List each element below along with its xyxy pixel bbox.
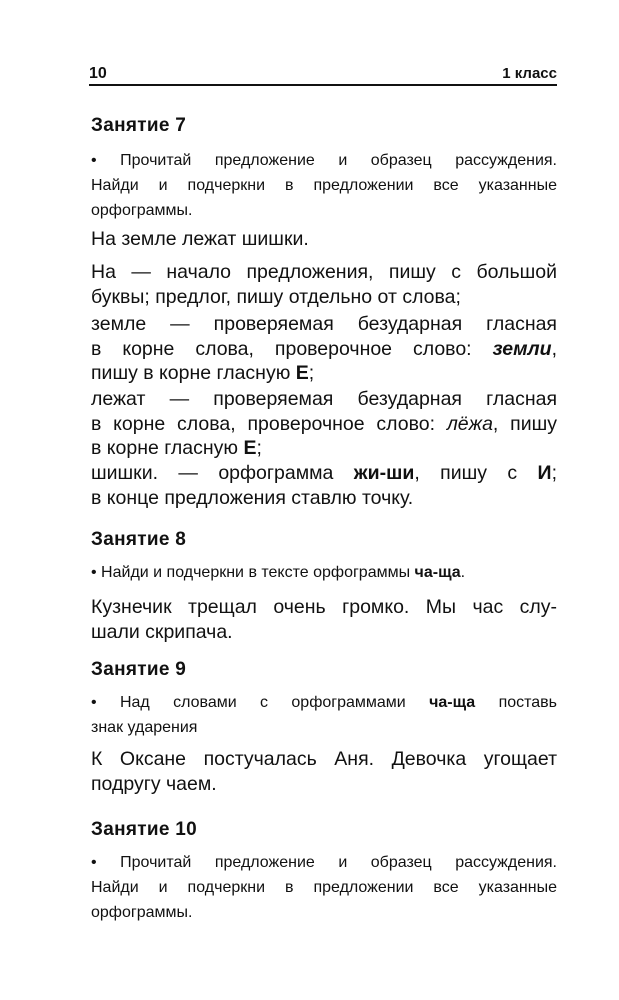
check-word: лёжа: [446, 412, 493, 435]
paragraph-line: шали скрипача.: [91, 620, 233, 643]
text-part: в корне слова, проверочное слово:: [91, 337, 493, 360]
paragraph-line: земле — проверяемая безударная гласная: [91, 313, 557, 335]
lesson-7-shishki-paragraph: [91, 461, 557, 510]
vowel-letter: Е: [243, 437, 257, 459]
paragraph-line: На — начало предложения, пишу с большой: [91, 261, 557, 283]
orthogram: ча-ща: [429, 694, 476, 711]
lesson-7-zemle-paragraph: [91, 312, 557, 386]
task-line: • Прочитай предложение и образец рассуждения.: [91, 854, 557, 871]
paragraph-line: в конце предложения ставлю точку.: [91, 486, 414, 509]
vowel-letter: И: [537, 462, 552, 484]
text-part: , пишу с: [414, 462, 538, 484]
text-part: ,: [551, 337, 557, 360]
lesson-10-title: Занятие 10: [91, 819, 197, 840]
text-part: ;: [256, 437, 262, 459]
lesson-8-text: [91, 595, 557, 644]
grade-label: 1 класс: [502, 65, 557, 82]
text-part: ;: [308, 362, 315, 384]
lesson-7-lezhat-paragraph: [91, 387, 557, 461]
page-header: [89, 62, 557, 86]
text-part: , пишу: [492, 412, 558, 435]
text-part: ;: [551, 462, 557, 484]
orthogram: жи-ши: [353, 462, 415, 484]
task-line: Найди и подчеркни в предложении все указанные: [91, 879, 557, 896]
text-part: .: [460, 564, 466, 581]
paragraph-line: [91, 337, 557, 362]
paragraph-line: лежат — проверяемая безударная гласная: [91, 388, 557, 410]
lesson-9-text: [91, 747, 557, 796]
task-line: знак ударения: [91, 719, 198, 736]
task-line: [91, 690, 557, 715]
lesson-7-na-paragraph: [91, 260, 557, 309]
paragraph-line: [91, 412, 557, 437]
paragraph-line: Кузнечик трещал очень громко. Мы час слу-: [91, 596, 557, 618]
lesson-9-title: Занятие 9: [91, 659, 187, 680]
text-part: в корне гласную: [91, 437, 244, 459]
text-part: • Найди и подчеркни в тексте орфограммы: [91, 564, 415, 581]
lesson-8-task: [91, 560, 557, 585]
text-part: пишу в корне гласную: [91, 362, 296, 384]
paragraph-line: К Оксане постучалась Аня. Девочка угощает: [91, 748, 557, 770]
paragraph-line: [91, 436, 557, 461]
paragraph-line: буквы; предлог, пишу отдельно от слова;: [91, 285, 461, 308]
task-line: орфограммы.: [91, 904, 193, 921]
lesson-10-task: [91, 850, 557, 925]
task-line: орфограммы.: [91, 202, 193, 219]
task-line: Найди и подчеркни в предложении все указанные: [91, 177, 557, 194]
lesson-7-task: [91, 148, 557, 223]
task-line: • Прочитай предложение и образец рассуждения.: [91, 152, 557, 169]
task-line: [91, 560, 557, 585]
page-number: 10: [89, 65, 107, 82]
check-word: земли: [492, 337, 552, 360]
text-part: • Над словами с орфограммами: [91, 694, 430, 711]
lesson-7-sentence: На земле лежат шишки.: [91, 228, 309, 250]
orthogram: ча-ща: [414, 564, 461, 581]
paragraph-line: [91, 461, 557, 486]
paragraph-line: подругу чаем.: [91, 772, 217, 795]
vowel-letter: Е: [295, 362, 309, 384]
lesson-9-task: [91, 690, 557, 740]
lesson-7-title: Занятие 7: [91, 115, 187, 136]
text-part: поставь: [475, 694, 558, 711]
text-part: шишки. — орфограмма: [91, 462, 354, 484]
paragraph-line: [91, 361, 557, 386]
text-part: в корне слова, проверочное слово:: [91, 412, 447, 435]
lesson-8-title: Занятие 8: [91, 529, 187, 550]
